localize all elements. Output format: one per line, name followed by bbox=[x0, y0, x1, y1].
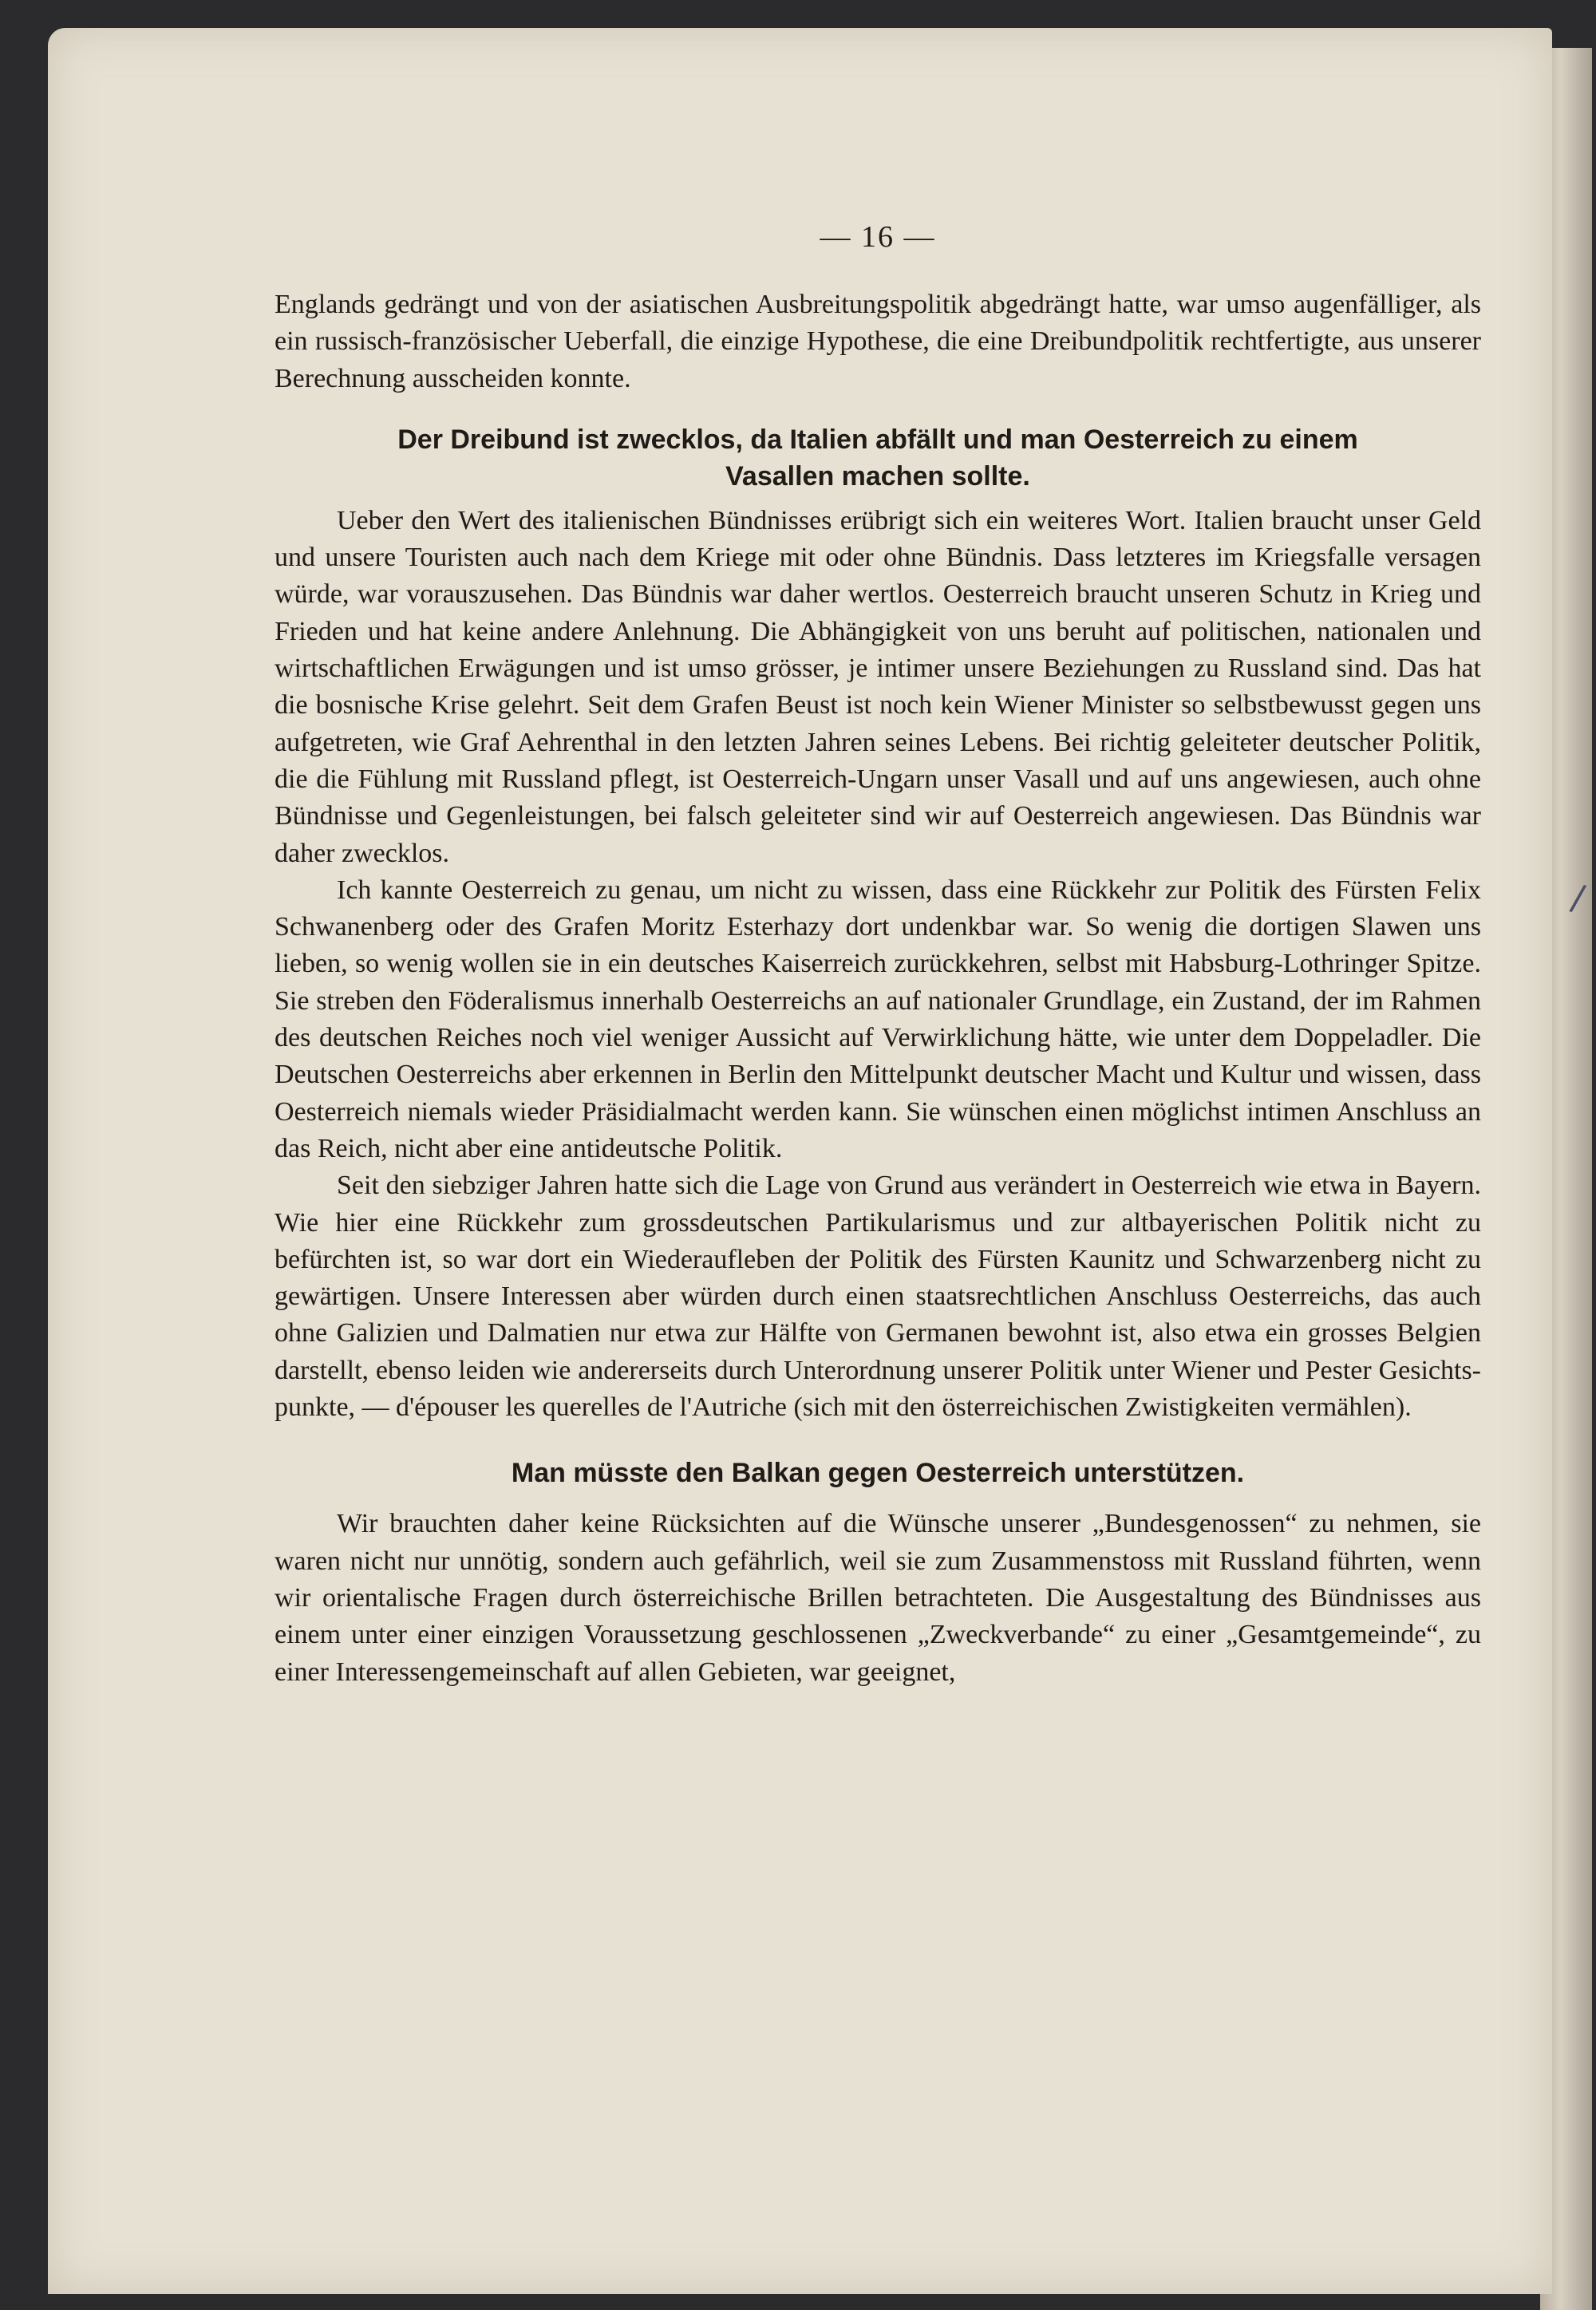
page-text-block bbox=[275, 188, 1481, 1691]
book-page bbox=[48, 28, 1552, 2294]
paragraph: Ich kannte Oesterreich zu genau, um nicht zu wissen, dass eine Rückkehr zur Politik des Fürsten Felix Schwanenberg oder des Grafen Moritz Esterhazy dort undenkbar war. So wenig die dortigen Slawen uns lieben, so wenig wollen sie in ein deutsches Kaiserreich zurückkehren, selbst mit Habsburg-Lothringer Spitze. Sie streben den Föderalismus innerhalb Oesterreichs an auf nationaler Grundlage, ein Zustand, der im Rahmen des deutschen Reiches noch viel weniger Aussicht auf Verwirklichung hätte, wie unter dem Doppeladler. Die Deutschen Oesterreichs aber erkennen in Berlin den Mittelpunkt deutscher Macht und Kultur und wissen, dass Oesterreich niemals wieder Präsidialmacht werden kann. Sie wünschen einen möglichst intimen Anschluss an das Reich, nicht aber eine antideutsche Politik. bbox=[275, 875, 1481, 1163]
section-heading-line: Vasallen machen sollte. bbox=[725, 460, 1030, 492]
paragraph: Englands gedrängt und von der asiatischen Ausbreitungspolitik abgedrängt hatte, war umso augenfälliger, als ein russisch-französischer Ueberfall, die einzige Hypothese, die eine Dreibundpolitik rechtfertigte, aus unserer Berechnung ausscheiden konnte. bbox=[275, 290, 1481, 393]
paragraph: Ueber den Wert des italienischen Bündnisses erübrigt sich ein weiteres Wort. Italien braucht unser Geld und unsere Touristen auch nach dem Kriege mit oder ohne Bündnis. Dass letzteres im Kriegsfalle versagen würde, war vorauszusehen. Das Bündnis war daher wertlos. Oesterreich braucht unseren Schutz in Krieg und Frieden und hat keine andere Anlehnung. Die Abhängigkeit von uns beruht auf politischen, nationalen und wirtschaftlichen Erwägungen und ist umso grösser, je intimer unsere Beziehungen zu Russland sind. Das hat die bosnische Krise gelehrt. Seit dem Grafen Beust ist noch kein Wiener Minister so selbstbewusst gegen uns aufgetreten, wie Graf Aehrenthal in den letzten Jahren seines Lebens. Bei richtig geleiteter deutscher Politik, die die Fühlung mit Russland pflegt, ist Oesterreich-Ungarn unser Vasall und auf uns angewiesen, auch ohne Bündnisse und Gegenleistungen, bei falsch geleiteter sind wir auf Oesterreich angewiesen. Das Bündnis war daher zwecklos. bbox=[275, 505, 1481, 868]
paragraph: Wir brauchten daher keine Rücksichten auf die Wünsche unserer „Bundesgenossen“ zu nehmen, sie waren nicht nur unnötig, sondern auch gefährlich, weil sie zum Zusammenstoss mit Russland führten, wenn wir orientalische Fragen durch österreichische Brillen betrachteten. Die Ausgestaltung des Bündnisses aus einem unter einer einzigen Voraussetzung geschlossenen „Zweckverbande“ zu einer „Gesamtgemeinde“, zu einer Interessengemeinschaft auf allen Gebieten, war geeignet, bbox=[275, 1509, 1481, 1687]
margin-pencil-mark: / bbox=[1567, 877, 1588, 919]
paragraph: Seit den siebziger Jahren hatte sich die Lage von Grund aus verändert in Oesterreich wie etwa in Bayern. Wie hier eine Rückkehr zum grossdeutschen Partikularismus und zur altbayerischen Politik nicht zu befürchten ist, so war dort ein Wiederaufleben der Politik des Fürsten Kaunitz und Schwarzenberg nicht zu gewärtigen. Unsere Interessen aber würden durch einen staatsrechtlichen Anschluss Oesterreichs, das auch ohne Galizien und Dalmatien nur etwa zur Hälfte von Germanen bewohnt ist, also etwa ein grosses Belgien darstellt, ebenso leiden wie andererseits durch Unterordnung unserer Politik unter Wiener und Pester Gesichtspunkte, — d'épouser les querelles de l'Autriche (sich mit den österreichischen Zwistigkeiten vermählen). bbox=[275, 1171, 1481, 1423]
section-heading bbox=[275, 421, 1481, 495]
page-number: — 16 — bbox=[820, 220, 936, 254]
section-heading-line: Der Dreibund ist zwecklos, da Italien abfällt und man Oesterreich zu einem bbox=[397, 424, 1358, 455]
section-heading: Man müsste den Balkan gegen Oesterreich unterstützen. bbox=[511, 1458, 1245, 1489]
